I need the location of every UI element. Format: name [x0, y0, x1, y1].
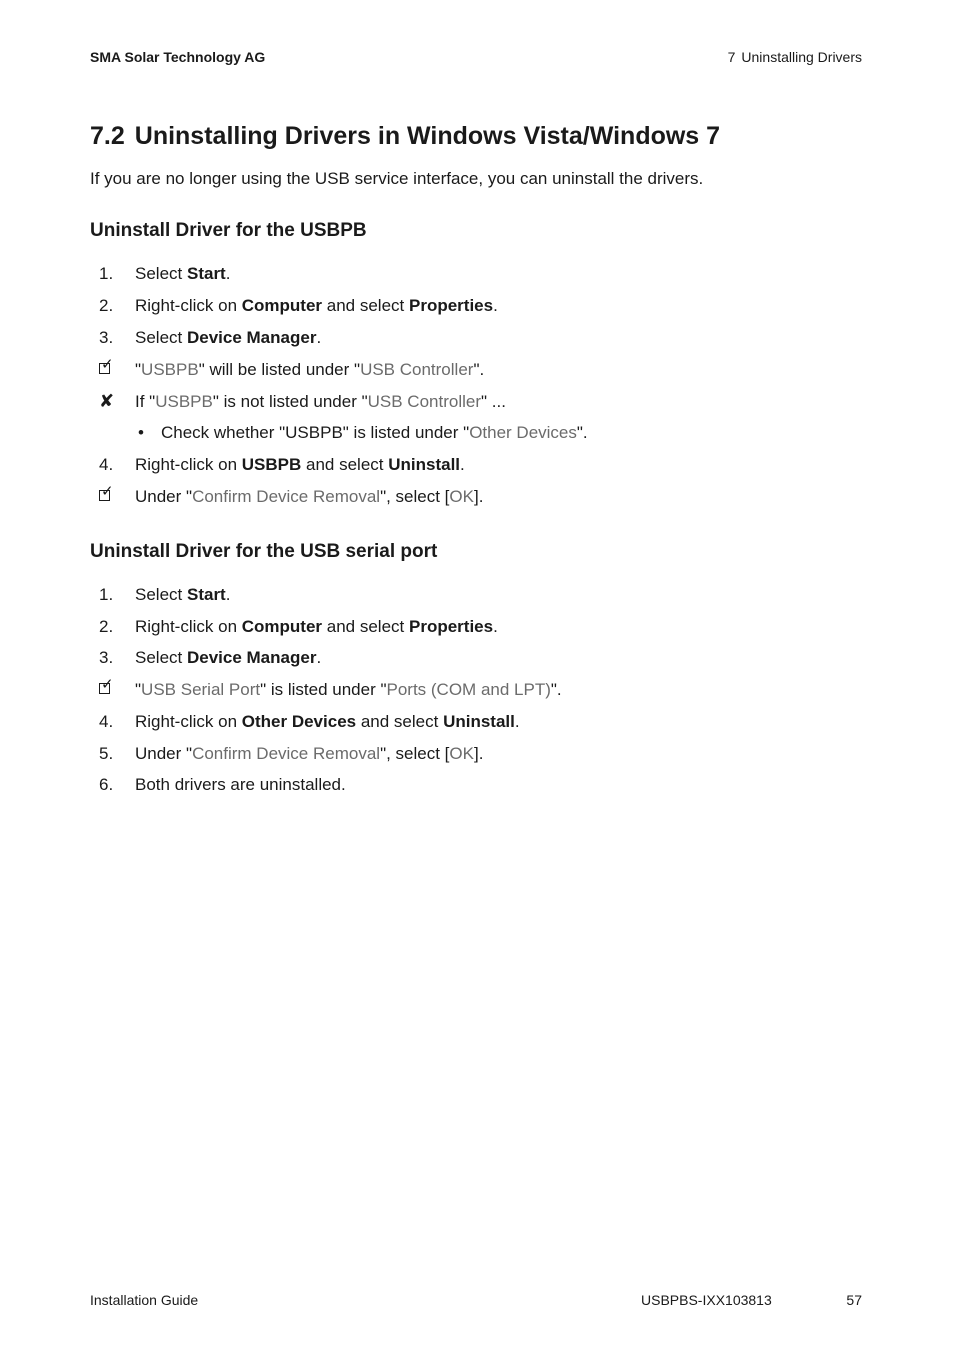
footer-doc-type: Installation Guide [90, 1292, 199, 1308]
usbpb-error-1 [0, 392, 954, 414]
serial-step-4 [0, 712, 954, 734]
step-text: Select Device Manager. [135, 648, 322, 667]
step-text: Both drivers are uninstalled. [135, 775, 346, 794]
step-number: 2. [99, 617, 114, 636]
header-chapter [728, 49, 862, 65]
section-intro: If you are no longer using the USB service interface, you can uninstall the drivers. [90, 169, 704, 188]
ui-element-name: USB Controller [360, 360, 474, 379]
ui-term: Uninstall [443, 712, 515, 731]
footer-doc-id: USBPBS-IXX103813 [641, 1292, 772, 1308]
footer-page-number: 57 [846, 1292, 862, 1308]
step-number: 4. [99, 712, 114, 731]
bullet-text: Check whether "USBPB" is listed under "Other Devices". [161, 423, 588, 442]
ui-element-name: USB Serial Port [141, 680, 261, 699]
step-text: Select Device Manager. [135, 328, 322, 347]
checkbox-checked-icon: ✓ [101, 483, 114, 500]
section-number: 7.2 [90, 122, 125, 150]
step-number: 3. [99, 328, 114, 347]
checkbox-checked-icon: ✓ [101, 356, 114, 373]
serial-step-6 [0, 775, 954, 797]
ui-element-name: Confirm Device Removal [192, 744, 381, 763]
result-text: "USB Serial Port" is listed under "Ports (COM and LPT)". [135, 680, 562, 699]
step-number: 1. [99, 264, 114, 283]
step-text: Select Start. [135, 585, 231, 604]
ui-term: Start [186, 264, 226, 283]
step-number: 4. [99, 455, 114, 474]
ui-element-name: Other Devices [469, 423, 577, 442]
ui-term: Device Manager [186, 648, 317, 667]
step-number: 5. [99, 744, 114, 763]
step-text: Right-click on USBPB and select Uninstall. [135, 455, 465, 474]
serial-step-3 [0, 648, 954, 670]
checkbox-checked-icon: ✓ [101, 676, 114, 693]
header-company: SMA Solar Technology AG [90, 49, 266, 65]
serial-step-2 [0, 617, 954, 639]
result-text: Under "Confirm Device Removal", select [OK]. [135, 487, 484, 506]
usbpb-heading: Uninstall Driver for the USBPB [90, 220, 367, 241]
step-text: Right-click on Computer and select Properties. [135, 617, 498, 636]
header-chapter-title: Uninstalling Drivers [741, 49, 862, 65]
ui-term: Computer [241, 617, 323, 636]
section-title-text: Uninstalling Drivers in Windows Vista/Windows 7 [134, 122, 721, 150]
section-title [90, 122, 720, 151]
ui-element-name: USB Controller [367, 392, 481, 411]
usbpb-step-2 [0, 296, 954, 318]
ui-term: Device Manager [186, 328, 317, 347]
ui-term: Uninstall [388, 455, 461, 474]
serial-step-1 [0, 585, 954, 607]
ui-term: Properties [409, 617, 494, 636]
usbpb-result-1 [0, 356, 954, 382]
ui-term: Start [186, 585, 226, 604]
error-cross-icon: ✘ [99, 391, 115, 411]
ui-element-name: OK [449, 744, 474, 763]
step-text: Right-click on Computer and select Properties. [135, 296, 498, 315]
ui-term: Properties [409, 296, 494, 315]
serial-result-1 [0, 676, 954, 702]
ui-element-name: Confirm Device Removal [192, 487, 381, 506]
step-number: 2. [99, 296, 114, 315]
ui-element-name: OK [449, 487, 474, 506]
serial-step-5 [0, 744, 954, 766]
usbpb-bullet-1 [0, 423, 954, 445]
ui-term: Computer [241, 296, 323, 315]
step-text: Right-click on Other Devices and select Uninstall. [135, 712, 520, 731]
step-text: Under "Confirm Device Removal", select [OK]. [135, 744, 484, 763]
header-chapter-number: 7 [727, 49, 736, 65]
usbpb-step-3 [0, 328, 954, 350]
step-number: 6. [99, 775, 114, 794]
step-number: 1. [99, 585, 114, 604]
error-text: If "USBPB" is not listed under "USB Controller" ... [135, 392, 506, 411]
step-text: Select Start. [135, 264, 231, 283]
step-number: 3. [99, 648, 114, 667]
bullet-marker: • [138, 423, 144, 442]
result-text: "USBPB" will be listed under "USB Controller". [135, 360, 485, 379]
ui-element-name: USBPB [155, 392, 213, 411]
usbpb-result-2 [0, 483, 954, 509]
ui-element-name: USBPB [141, 360, 199, 379]
usbpb-step-4 [0, 455, 954, 477]
ui-term: Other Devices [241, 712, 357, 731]
ui-term: USBPB [241, 455, 302, 474]
usbpb-step-1 [0, 264, 954, 286]
serial-heading: Uninstall Driver for the USB serial port [90, 541, 438, 562]
ui-element-name: Ports (COM and LPT) [386, 680, 551, 699]
